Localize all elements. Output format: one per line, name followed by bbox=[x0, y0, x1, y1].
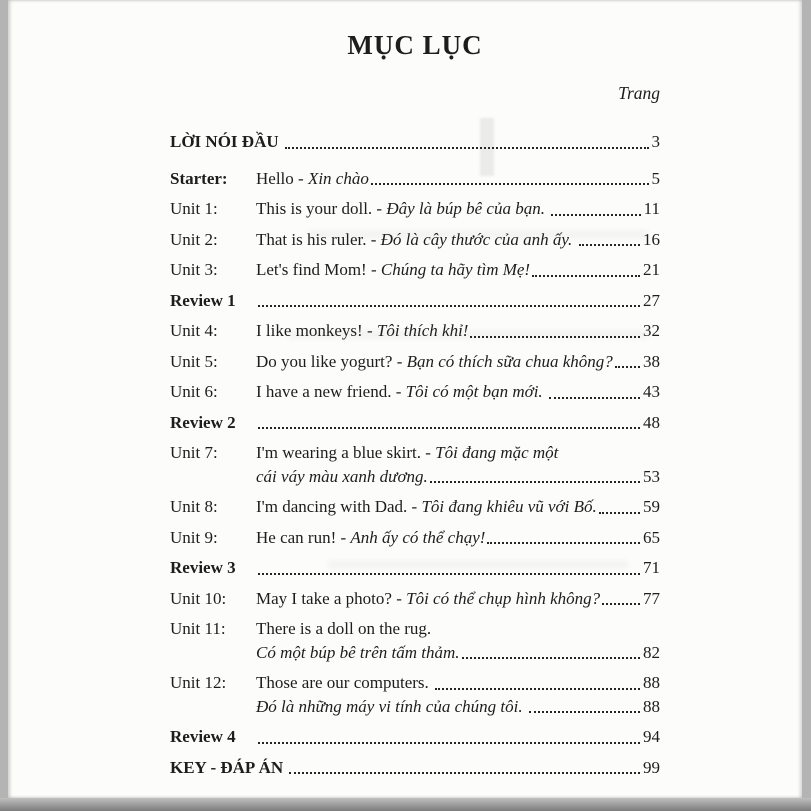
toc-entry-label: Starter: bbox=[170, 168, 228, 188]
toc-line bbox=[256, 465, 660, 489]
toc-text: Those are our computers. bbox=[256, 673, 434, 692]
toc-line bbox=[256, 641, 660, 665]
page-number: 53 bbox=[643, 466, 660, 486]
toc-entry bbox=[170, 725, 660, 749]
page-number: 27 bbox=[643, 290, 660, 310]
toc-line bbox=[256, 197, 660, 221]
toc-entry bbox=[170, 441, 660, 488]
dot-leader bbox=[258, 742, 640, 744]
toc-line bbox=[256, 617, 660, 641]
toc-text: Bạn có thích sữa chua không? bbox=[406, 351, 613, 371]
toc-text: That is his ruler. - bbox=[256, 229, 381, 249]
toc-text: cái váy màu xanh dương. bbox=[256, 466, 428, 486]
toc-entry-body bbox=[256, 289, 660, 313]
toc-text: Tôi có một bạn mới. bbox=[405, 382, 547, 401]
dot-leader bbox=[529, 711, 640, 713]
toc-entry-label: Unit 6: bbox=[170, 382, 218, 401]
toc-entry bbox=[170, 289, 660, 313]
toc-text: May I take a photo? - bbox=[256, 588, 407, 608]
toc-text: I have a new friend. - bbox=[256, 382, 406, 401]
toc-text: I like monkeys! - bbox=[256, 321, 377, 340]
toc-entry-body bbox=[256, 526, 660, 550]
toc-text: Tôi đang mặc một bbox=[435, 443, 559, 462]
toc-line bbox=[287, 756, 660, 780]
toc-line bbox=[256, 411, 660, 435]
toc-line bbox=[256, 725, 660, 749]
dot-leader bbox=[430, 481, 640, 483]
toc-entry bbox=[170, 130, 660, 154]
toc-entry-body bbox=[256, 167, 660, 191]
toc-entry-label: Review 4 bbox=[170, 727, 236, 746]
toc-entry bbox=[170, 380, 660, 404]
toc-entry-body bbox=[256, 411, 660, 435]
toc-text: There is a doll on the rug. bbox=[256, 619, 432, 638]
scan-edge-bottom bbox=[0, 798, 811, 811]
toc-entry-label: Review 3 bbox=[170, 558, 236, 577]
toc-text: Do you like yogurt? - bbox=[256, 351, 407, 371]
page-number: 59 bbox=[643, 497, 660, 516]
toc-entry-body bbox=[256, 556, 660, 580]
toc-line bbox=[283, 130, 660, 154]
dot-leader bbox=[258, 573, 640, 575]
toc-text: I'm wearing a blue skirt. - bbox=[256, 443, 436, 462]
dot-leader bbox=[532, 275, 640, 277]
book-page bbox=[8, 0, 802, 798]
toc-entry-body bbox=[256, 380, 660, 404]
toc-entry-body bbox=[287, 756, 660, 780]
dot-leader bbox=[435, 688, 640, 690]
dot-leader bbox=[551, 214, 640, 216]
toc-line bbox=[256, 587, 660, 611]
toc-line bbox=[256, 380, 660, 404]
toc-text: Đây là búp bê của bạn. bbox=[386, 199, 550, 218]
toc-entry bbox=[170, 526, 660, 550]
toc-text: Tôi đang khiêu vũ với Bố. bbox=[421, 497, 597, 516]
toc-entry bbox=[170, 319, 660, 343]
page-number: 48 bbox=[643, 412, 660, 432]
page-number: 5 bbox=[651, 168, 660, 188]
toc-text: Let's find Mom! - bbox=[256, 260, 381, 279]
page-number: 88 bbox=[643, 696, 660, 716]
dot-leader bbox=[602, 603, 640, 605]
page-number: 71 bbox=[643, 558, 660, 577]
dot-leader bbox=[462, 657, 640, 659]
toc-entry bbox=[170, 617, 660, 664]
toc-entry bbox=[170, 350, 660, 374]
toc-list bbox=[170, 130, 660, 779]
toc-entry-label: Unit 5: bbox=[170, 351, 218, 371]
page-number: 38 bbox=[643, 351, 660, 371]
toc-text: Tôi có thể chụp hình không? bbox=[406, 588, 601, 608]
toc-line bbox=[256, 441, 660, 465]
toc-entry bbox=[170, 671, 660, 718]
toc-entry-label: Review 2 bbox=[170, 412, 236, 432]
page-number: 43 bbox=[643, 382, 660, 401]
dot-leader bbox=[258, 305, 640, 307]
dot-leader bbox=[549, 397, 640, 399]
toc-entry-body bbox=[256, 671, 660, 718]
toc-entry bbox=[170, 228, 660, 252]
toc-entry-body bbox=[283, 130, 660, 154]
page-number: 82 bbox=[643, 642, 660, 662]
page-number: 99 bbox=[643, 757, 660, 777]
toc-entry bbox=[170, 556, 660, 580]
toc-line bbox=[256, 350, 660, 374]
toc-entry-label: Unit 7: bbox=[170, 443, 218, 462]
toc-entry-label: LỜI NÓI ĐẦU bbox=[170, 132, 279, 151]
page-title: MỤC LỤC bbox=[347, 30, 483, 60]
toc-text: Có một búp bê trên tấm thảm. bbox=[256, 642, 460, 662]
toc-line bbox=[256, 228, 660, 252]
toc-text: Xin chào bbox=[307, 168, 369, 188]
dot-leader bbox=[599, 512, 640, 514]
toc-entry-label: KEY - ĐÁP ÁN bbox=[170, 757, 284, 777]
dot-leader bbox=[487, 542, 640, 544]
toc-entry-label: Unit 10: bbox=[170, 588, 227, 608]
toc-entry bbox=[170, 495, 660, 519]
toc-entry-label: Unit 11: bbox=[170, 619, 226, 638]
column-header-trang: Trang bbox=[618, 83, 660, 103]
page-number: 94 bbox=[643, 727, 660, 746]
page-number: 3 bbox=[651, 132, 660, 151]
dot-leader bbox=[289, 772, 640, 774]
toc-entry-body bbox=[256, 587, 660, 611]
toc-entry-body bbox=[256, 441, 660, 488]
page-number: 32 bbox=[643, 321, 660, 340]
toc-entry-body bbox=[256, 495, 660, 519]
toc-text: Chúng ta hãy tìm Mẹ! bbox=[380, 260, 531, 279]
toc-entry-label: Unit 1: bbox=[170, 199, 218, 218]
toc-entry-label: Unit 9: bbox=[170, 527, 218, 547]
toc-line bbox=[256, 526, 660, 550]
toc-line bbox=[256, 167, 660, 191]
toc-line bbox=[256, 289, 660, 313]
toc-entry-label: Unit 2: bbox=[170, 229, 218, 249]
toc-entry-body bbox=[256, 617, 660, 664]
toc-entry bbox=[170, 411, 660, 435]
toc-entry bbox=[170, 197, 660, 221]
dot-leader bbox=[470, 336, 640, 338]
toc-text: This is your doll. - bbox=[256, 199, 387, 218]
dot-leader bbox=[615, 366, 640, 368]
page-number: 65 bbox=[643, 527, 660, 547]
dot-leader bbox=[371, 183, 649, 185]
toc-line bbox=[256, 319, 660, 343]
toc-entry bbox=[170, 167, 660, 191]
page-number: 16 bbox=[643, 229, 660, 249]
dot-leader bbox=[285, 147, 649, 149]
toc-entry-body bbox=[256, 258, 660, 282]
toc-text: I'm dancing with Dad. - bbox=[256, 497, 422, 516]
page-number: 21 bbox=[643, 260, 660, 279]
toc-line bbox=[256, 556, 660, 580]
page-content bbox=[8, 0, 802, 779]
page-number: 77 bbox=[643, 588, 660, 608]
toc-entry-body bbox=[256, 725, 660, 749]
toc-entry-label: Review 1 bbox=[170, 290, 236, 310]
toc-text: He can run! - bbox=[256, 527, 351, 547]
toc-entry bbox=[170, 756, 660, 780]
page-number: 88 bbox=[643, 673, 660, 692]
toc-entry bbox=[170, 587, 660, 611]
toc-entry-body bbox=[256, 319, 660, 343]
dot-leader bbox=[258, 427, 640, 429]
toc-text: Hello - bbox=[256, 168, 308, 188]
toc-text: Đó là cây thước của anh ấy. bbox=[380, 229, 577, 249]
page-number: 11 bbox=[643, 199, 660, 218]
toc-line bbox=[256, 695, 660, 719]
toc-entry bbox=[170, 258, 660, 282]
toc-entry-body bbox=[256, 228, 660, 252]
toc-entry-label: Unit 12: bbox=[170, 673, 227, 692]
toc-line bbox=[256, 258, 660, 282]
toc-entry-label: Unit 3: bbox=[170, 260, 218, 279]
toc-entry-body bbox=[256, 350, 660, 374]
toc-text: Đó là những máy vi tính của chúng tôi. bbox=[256, 696, 527, 716]
toc-line bbox=[256, 671, 660, 695]
toc-entry-label: Unit 4: bbox=[170, 321, 218, 340]
toc-entry-body bbox=[256, 197, 660, 221]
toc-entry-label: Unit 8: bbox=[170, 497, 218, 516]
dot-leader bbox=[579, 244, 640, 246]
toc-text: Tôi thích khỉ! bbox=[376, 321, 469, 340]
toc-line bbox=[256, 495, 660, 519]
toc-text: Anh ấy có thể chạy! bbox=[350, 527, 486, 547]
